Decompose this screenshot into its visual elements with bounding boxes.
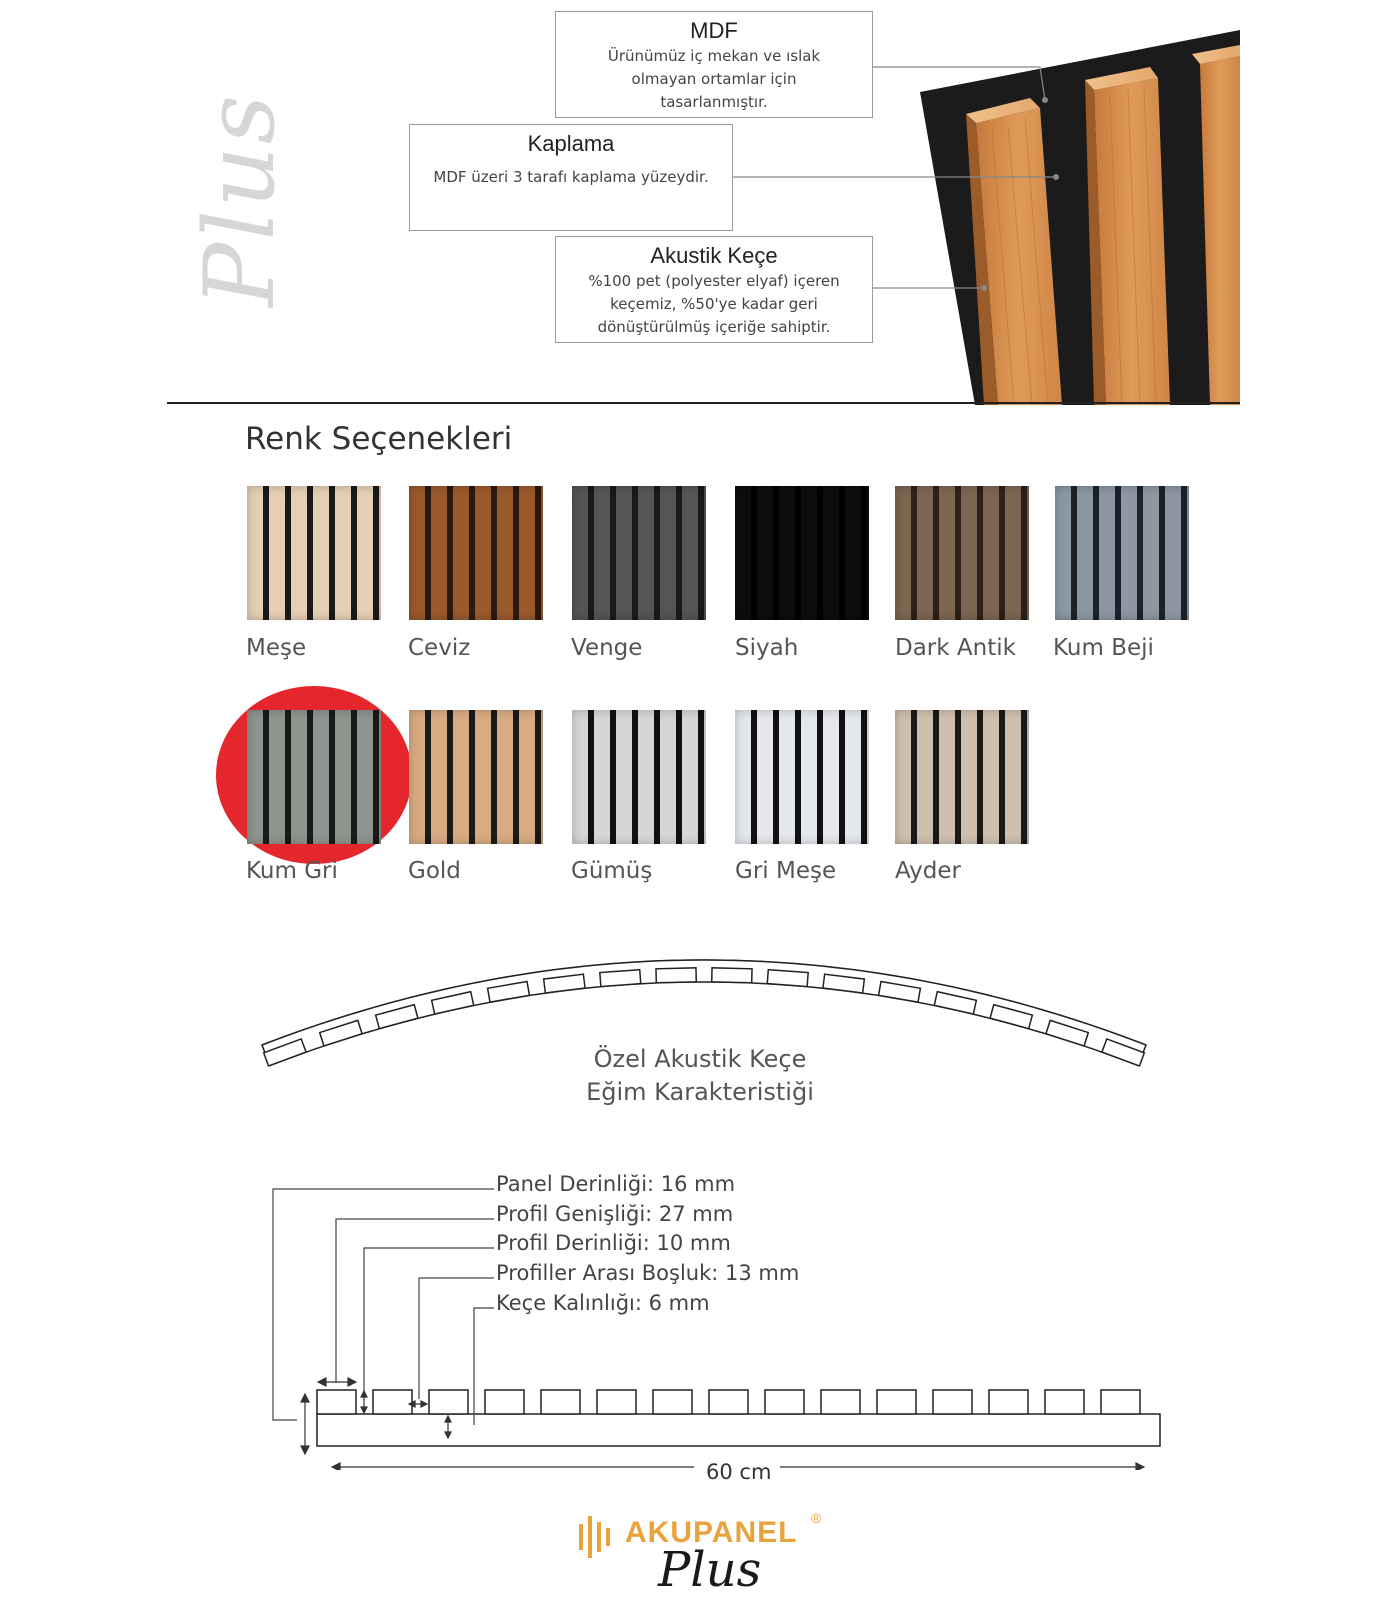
colors-section-title: Renk Seçenekleri — [245, 421, 513, 457]
section-profile — [765, 1390, 804, 1414]
swatch-ceviz[interactable] — [409, 486, 543, 620]
section-profile — [989, 1390, 1028, 1414]
section-profile — [373, 1390, 412, 1414]
brand-logo — [573, 1508, 833, 1598]
plus-watermark: Plus — [184, 92, 296, 308]
swatch-mese[interactable] — [247, 486, 381, 620]
brand-plus-script: Plus — [658, 1542, 762, 1598]
callout-mdf-title: MDF — [690, 18, 738, 43]
swatch-label-kum-gri: Kum Gri — [246, 858, 338, 884]
callout-mdf-line-2: olmayan ortamlar için — [631, 70, 797, 88]
spec-profile-depth: Profil Derinliği: 10 mm — [496, 1231, 731, 1255]
swatch-gold[interactable] — [409, 710, 543, 844]
section-divider — [167, 402, 1240, 404]
callout-kaplama — [409, 124, 733, 231]
swatch-ayder[interactable] — [895, 710, 1029, 844]
swatch-kum-gri[interactable] — [247, 710, 381, 844]
section-profile — [317, 1390, 356, 1414]
swatch-label-gumus: Gümüş — [571, 858, 653, 884]
callout-kece-line-2: keçemiz, %50'ye kadar geri — [610, 295, 818, 313]
curved-profile — [712, 968, 752, 983]
curved-profile — [656, 968, 696, 983]
brand-bars-icon — [577, 1516, 617, 1558]
callout-kaplama-title: Kaplama — [527, 131, 615, 156]
curved-profile — [767, 970, 808, 987]
section-profile — [1045, 1390, 1084, 1414]
swatch-label-gold: Gold — [408, 858, 461, 884]
swatch-label-siyah: Siyah — [735, 635, 799, 661]
swatch-siyah[interactable] — [735, 486, 869, 620]
swatch-label-gri-mese: Gri Meşe — [735, 858, 837, 884]
section-profile — [541, 1390, 580, 1414]
panel-width-label: 60 cm — [700, 1460, 777, 1484]
swatch-kum-beji[interactable] — [1055, 486, 1189, 620]
section-profile — [877, 1390, 916, 1414]
callout-kece-line-3: dönüştürülmüş içeriğe sahiptir. — [597, 318, 831, 336]
swatch-gumus[interactable] — [572, 710, 706, 844]
callout-mdf-line-3: tasarlanmıştır. — [660, 93, 768, 111]
spec-felt-thickness: Keçe Kalınlığı: 6 mm — [496, 1291, 710, 1315]
section-profile — [597, 1390, 636, 1414]
swatch-gri-mese[interactable] — [735, 710, 869, 844]
curve-caption-line-2: Eğim Karakteristiği — [586, 1078, 814, 1106]
swatch-label-mese: Meşe — [246, 635, 307, 661]
spec-panel-depth: Panel Derinliği: 16 mm — [496, 1172, 736, 1196]
panel-base — [317, 1414, 1160, 1446]
callout-kece-line-1: %100 pet (polyester elyaf) içeren — [588, 272, 840, 290]
swatch-venge[interactable] — [572, 486, 706, 620]
curved-profile — [600, 970, 641, 987]
swatch-label-venge: Venge — [571, 635, 643, 661]
spec-profile-gap: Profiller Arası Boşluk: 13 mm — [496, 1261, 800, 1285]
section-profile — [1101, 1390, 1140, 1414]
callout-kece — [555, 236, 873, 343]
spec-profile-width: Profil Genişliği: 27 mm — [496, 1202, 734, 1226]
section-profile — [485, 1390, 524, 1414]
swatch-label-ayder: Ayder — [895, 858, 961, 884]
swatch-dark-antik[interactable] — [895, 486, 1029, 620]
callout-mdf — [555, 11, 873, 118]
swatch-label-kum-beji: Kum Beji — [1053, 635, 1154, 661]
swatch-label-dark-antik: Dark Antik — [895, 635, 1016, 661]
callout-kaplama-line-1: MDF üzeri 3 tarafı kaplama yüzeydir. — [433, 168, 709, 186]
callout-kece-title: Akustik Keçe — [650, 243, 778, 268]
section-profile — [429, 1390, 468, 1414]
brand-name: AKUPANEL — [625, 1516, 798, 1549]
callout-mdf-line-1: Ürünümüz iç mekan ve ıslak — [607, 47, 821, 65]
section-profile — [709, 1390, 748, 1414]
section-profile — [933, 1390, 972, 1414]
brand-registered-mark: ® — [811, 1510, 822, 1526]
section-profile — [821, 1390, 860, 1414]
section-profile — [653, 1390, 692, 1414]
profile-group — [317, 1390, 1140, 1414]
curve-caption-line-1: Özel Akustik Keçe — [593, 1045, 807, 1073]
swatch-label-ceviz: Ceviz — [408, 635, 471, 661]
